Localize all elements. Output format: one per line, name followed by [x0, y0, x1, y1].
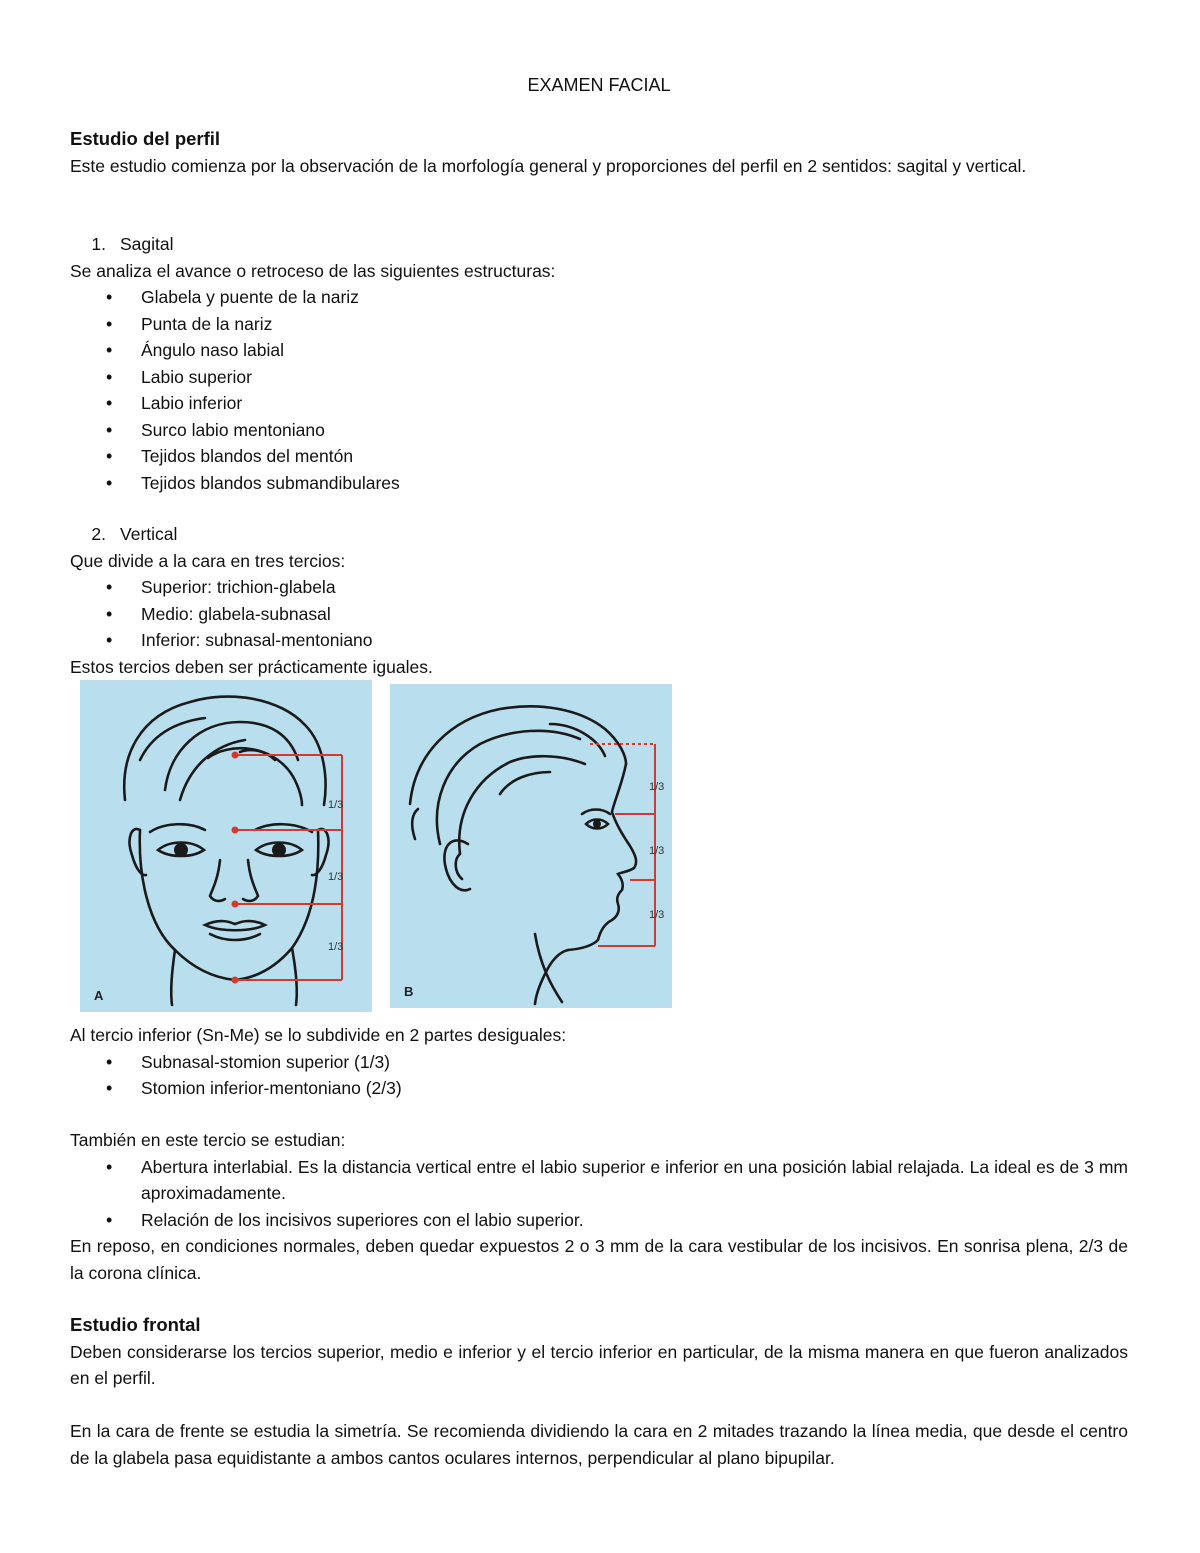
panel-label-b: B	[404, 984, 414, 999]
sagital-structures-list	[70, 284, 1128, 496]
section-heading-perfil: Estudio del perfil	[70, 128, 221, 149]
frontal-face-illustration	[80, 680, 372, 1012]
sagital-section	[70, 231, 1128, 496]
profile-face-illustration	[390, 684, 672, 1008]
vertical-lead: Que divide a la cara en tres tercios:	[70, 550, 346, 571]
perfil-intro-paragraph: Este estudio comienza por la observación de la morfología general y proporciones del perfil en 2 sentidos: sagital y vertical.	[70, 155, 1027, 176]
list-item: • Inferior: subnasal-mentoniano	[70, 627, 1128, 654]
third-label: 1/3	[328, 941, 344, 953]
section-heading-frontal: Estudio frontal	[70, 1314, 201, 1335]
tambien-list	[70, 1154, 1128, 1234]
pupil	[593, 820, 601, 828]
list-item: • Ángulo naso labial	[70, 337, 1128, 364]
list-item: • Superior: trichion-glabela	[70, 574, 1128, 601]
third-label: 1/3	[649, 845, 665, 857]
tambien-closing: En reposo, en condiciones normales, deben quedar expuestos 2 o 3 mm de la cara vestibular de los incisivos. En sonrisa plena, 2/3 de la corona clínica.	[70, 1236, 1128, 1283]
tercio-inferior-lead: Al tercio inferior (Sn-Me) se lo subdivide en 2 partes desiguales:	[70, 1025, 567, 1045]
figure-b-profile-face	[390, 684, 672, 1008]
list-item: • Medio: glabela-subnasal	[70, 601, 1128, 628]
list-item: • Labio inferior	[70, 390, 1128, 417]
perfil-section	[70, 126, 1128, 179]
numbered-list	[70, 521, 1128, 548]
vertical-thirds-list	[70, 574, 1128, 654]
list-item: • Subnasal-stomion superior (1/3)	[70, 1049, 1128, 1076]
list-item: • Glabela y puente de la nariz	[70, 284, 1128, 311]
panel-label-a: A	[94, 988, 104, 1003]
list-item-vertical: 2. Vertical	[91, 524, 178, 544]
third-label: 1/3	[328, 799, 344, 811]
tercio-inferior-section	[70, 1022, 1128, 1102]
numbered-list	[70, 231, 1128, 258]
list-item: • Tejidos blandos del mentón	[70, 443, 1128, 470]
list-item: • Labio superior	[70, 364, 1128, 391]
list-item: • Abertura interlabial. Es la distancia vertical entre el labio superior e inferior en una posición labial relajada. La ideal es de 3 mm aproximadamente.	[70, 1154, 1128, 1207]
list-item: • Punta de la nariz	[70, 311, 1128, 338]
list-item-sagital: 1. Sagital	[91, 234, 174, 254]
tambien-lead: También en este tercio se estudian:	[70, 1130, 346, 1150]
list-item: • Surco labio mentoniano	[70, 417, 1128, 444]
vertical-section	[70, 521, 1128, 680]
vertical-closing: Estos tercios deben ser prácticamente iguales.	[70, 656, 433, 677]
frontal-section	[70, 1312, 1128, 1471]
third-label: 1/3	[328, 871, 344, 883]
tambien-section	[70, 1127, 1128, 1286]
tercio-inferior-list	[70, 1049, 1128, 1102]
third-label: 1/3	[649, 781, 665, 793]
frontal-paragraph-1: Deben considerarse los tercios superior, medio e inferior y el tercio inferior en particular, de la misma manera en que fueron analizados en el perfil.	[70, 1341, 1128, 1388]
figure-a-frontal-face	[80, 680, 372, 1012]
list-item: • Stomion inferior-mentoniano (2/3)	[70, 1075, 1128, 1102]
list-item: • Relación de los incisivos superiores con el labio superior.	[70, 1207, 1128, 1234]
right-pupil	[272, 843, 286, 857]
frontal-paragraph-2: En la cara de frente se estudia la simetría. Se recomienda dividiendo la cara en 2 mitades trazando la línea media, que desde el centro de la glabela pasa equidistante a ambos cantos oculares internos, perpendicular al plano bipupilar.	[70, 1421, 1128, 1468]
third-label: 1/3	[649, 909, 665, 921]
list-item: • Tejidos blandos submandibulares	[70, 470, 1128, 497]
document-title: EXAMEN FACIAL	[527, 75, 671, 95]
left-pupil	[174, 843, 188, 857]
sagital-lead: Se analiza el avance o retroceso de las siguientes estructuras:	[70, 260, 556, 281]
